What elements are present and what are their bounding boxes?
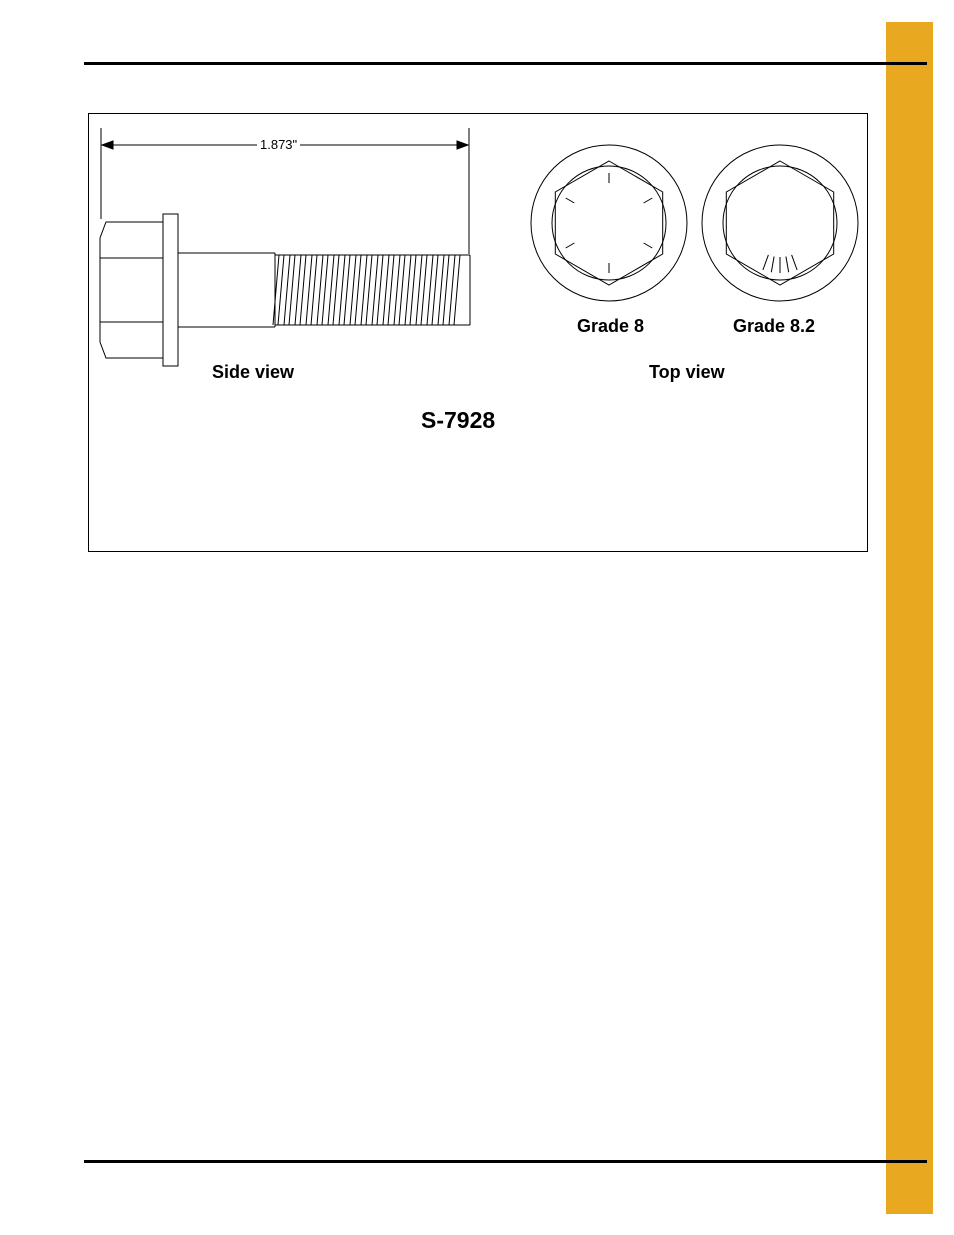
dimension-label: 1.873" [257,137,300,152]
grade-8-2-head [702,145,858,301]
grade-8-label: Grade 8 [577,316,645,336]
bolt-threads [273,255,460,325]
bolt-figure [88,113,868,552]
grade-8-head [531,145,687,301]
bolt-side-view [100,214,470,366]
section-tab [886,22,933,1214]
header-rule [84,62,927,65]
grade-8-2-label: Grade 8.2 [733,316,816,336]
top-view-label: Top view [649,362,725,382]
side-view-label: Side view [212,362,295,382]
footer-rule [84,1160,927,1163]
part-number: S-7928 [421,407,496,433]
